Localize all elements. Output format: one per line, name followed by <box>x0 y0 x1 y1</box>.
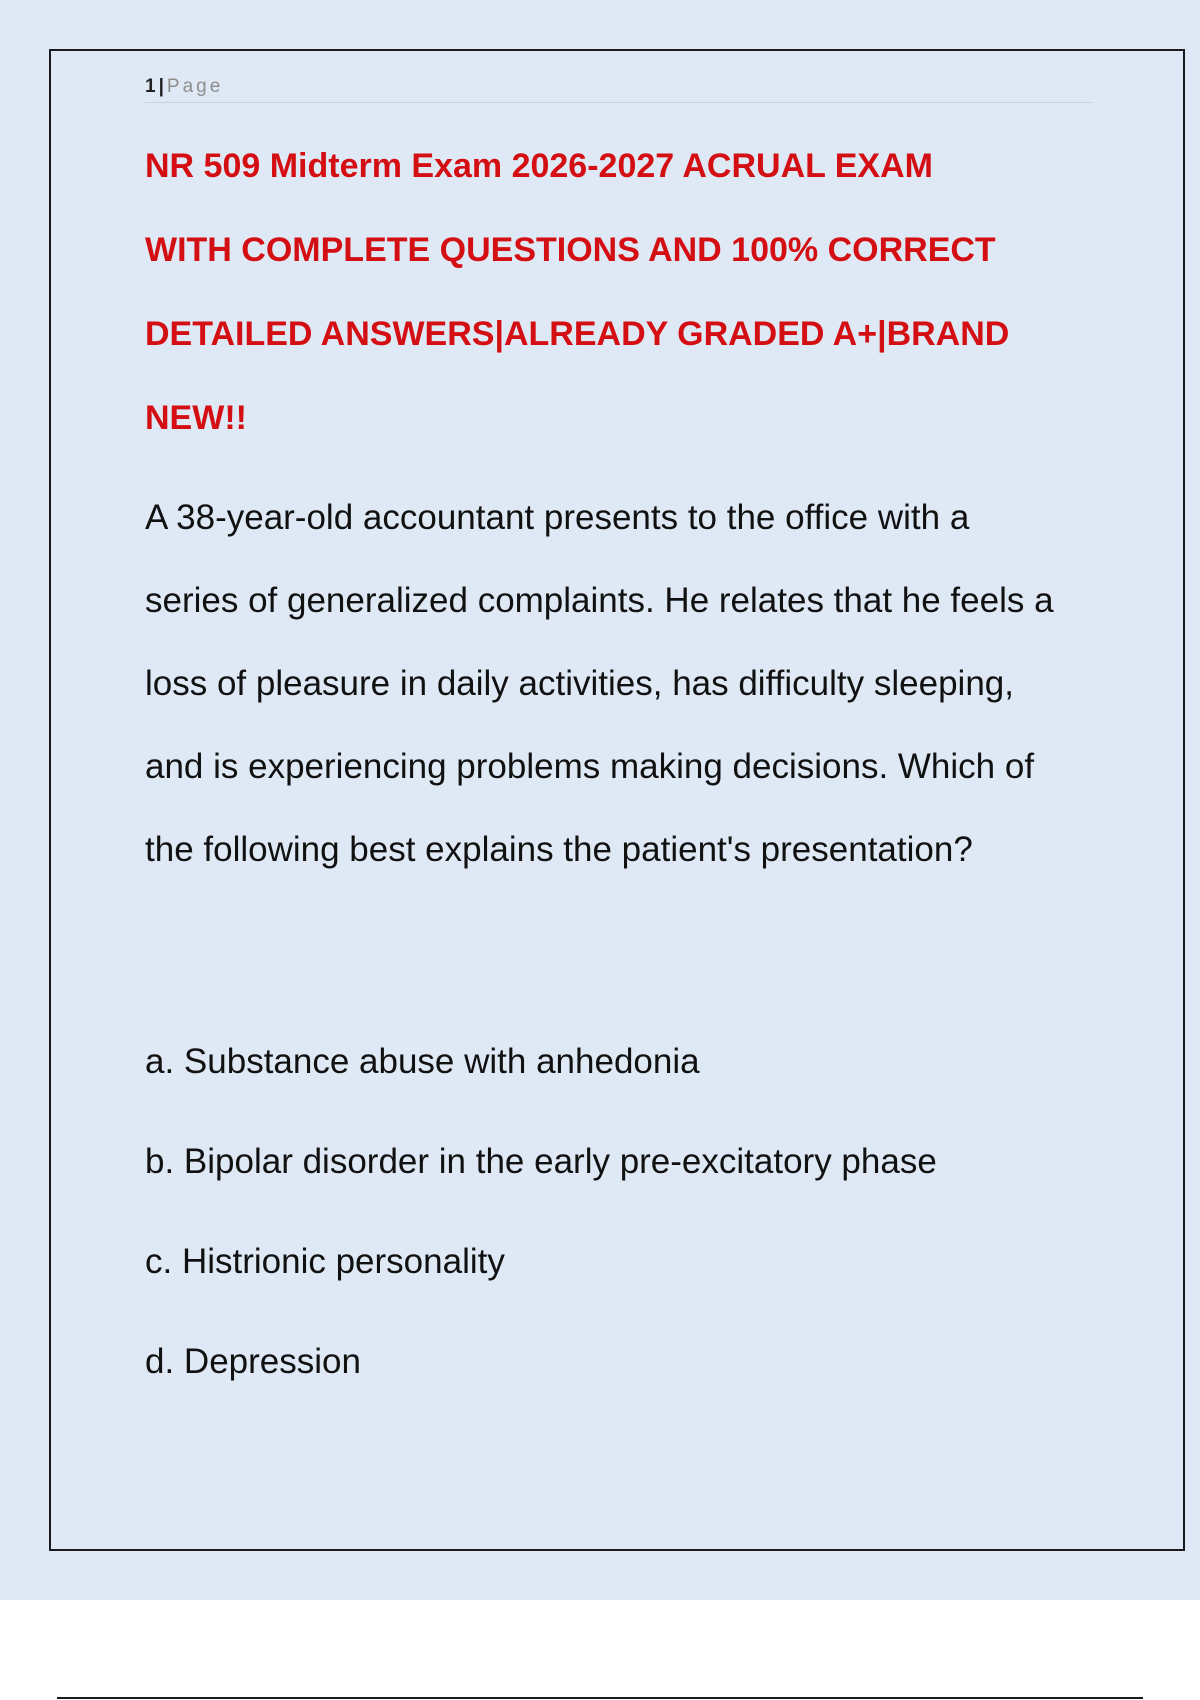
option-a: a. Substance abuse with anhedonia <box>145 1042 700 1081</box>
option-c: c. Histrionic personality <box>145 1242 505 1281</box>
question-text: A 38-year-old accountant presents to the office with a series of generalized complaints. He relates that he feels a loss of pleasure in daily activities, has difficulty sleeping, and is experiencing problems making decisions. Which of the following best explains the patient's presentation? <box>145 498 1054 869</box>
document-title: NR 509 Midterm Exam 2026-2027 ACRUAL EXAM WITH COMPLETE QUESTIONS AND 100% CORRECT DETAILED ANSWERS|ALREADY GRADED A+|BRAND NEW!! <box>145 147 1010 437</box>
page-number: 1 <box>145 76 156 97</box>
page-label: Page <box>166 76 224 97</box>
option-d: d. Depression <box>145 1342 361 1381</box>
option-b: b. Bipolar disorder in the early pre-excitatory phase <box>145 1142 937 1181</box>
answer-options <box>145 1012 1105 1412</box>
footer-rule <box>57 1697 1143 1699</box>
page-header <box>145 74 1093 103</box>
page-separator: | <box>158 76 164 97</box>
